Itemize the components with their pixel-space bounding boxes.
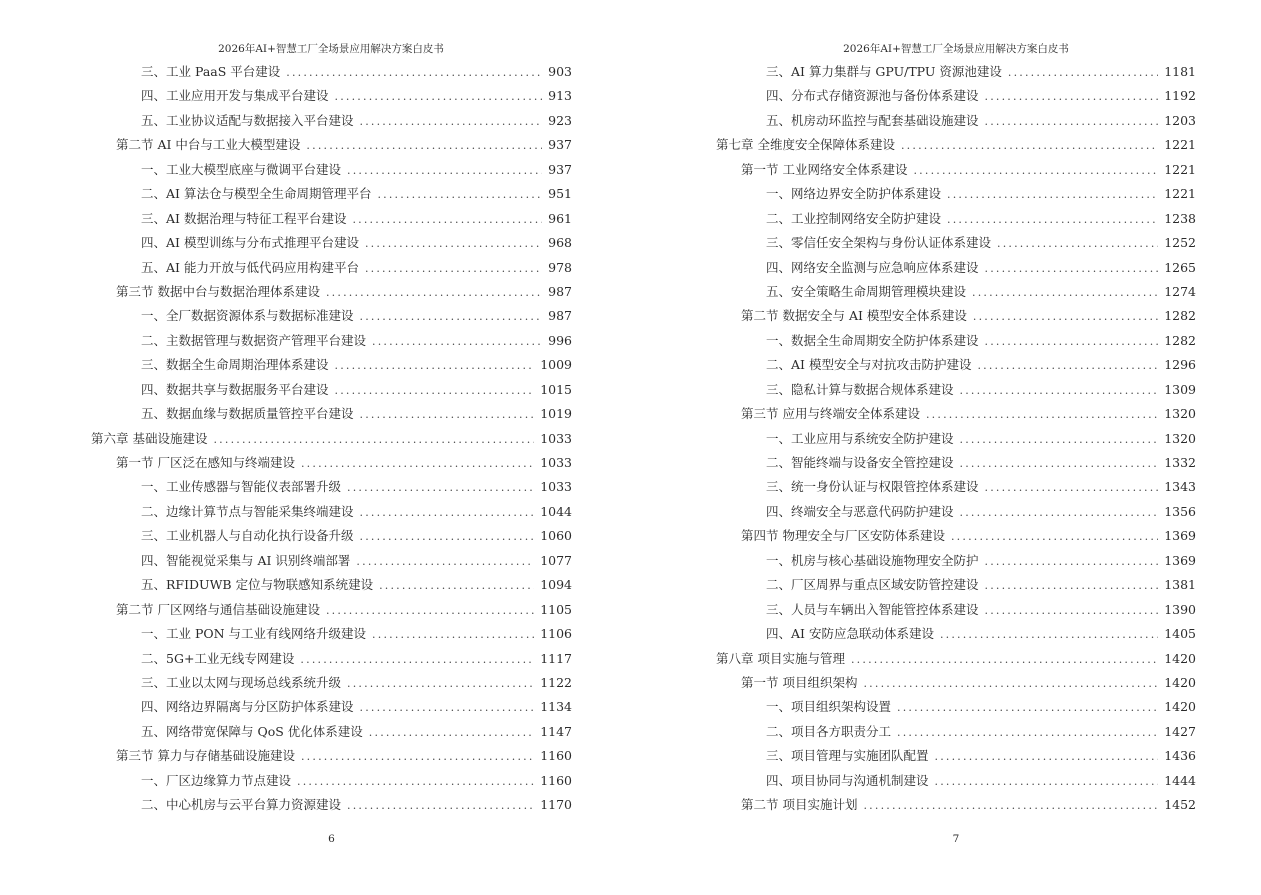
dot-leader bbox=[985, 335, 1159, 348]
toc-entry-page: 1077 bbox=[540, 552, 572, 568]
dot-leader bbox=[985, 90, 1159, 103]
toc-entry[interactable] bbox=[716, 502, 1196, 526]
dot-leader bbox=[347, 481, 534, 494]
toc-entry-title: 二、项目各方职责分工 bbox=[766, 723, 892, 739]
toc-entry-title: 二、厂区周界与重点区域安防管控建设 bbox=[766, 577, 979, 593]
toc-entry-page: 996 bbox=[548, 332, 572, 348]
toc-entry-page: 913 bbox=[548, 88, 572, 104]
dot-leader bbox=[365, 237, 542, 250]
toc-entry[interactable] bbox=[91, 453, 572, 477]
toc-entry-title: 三、AI 数据治理与特征工程平台建设 bbox=[141, 210, 347, 226]
table-of-contents bbox=[91, 62, 572, 820]
toc-entry[interactable] bbox=[716, 184, 1196, 208]
toc-entry[interactable] bbox=[91, 526, 572, 550]
toc-entry[interactable] bbox=[91, 502, 572, 526]
dot-leader bbox=[901, 139, 1158, 152]
toc-entry[interactable] bbox=[91, 282, 572, 306]
toc-entry-title: 三、工业 PaaS 平台建设 bbox=[141, 64, 281, 79]
toc-entry-title: 五、AI 能力开放与低代码应用构建平台 bbox=[141, 259, 359, 275]
toc-entry-title: 第一节 项目组织架构 bbox=[741, 674, 858, 690]
dot-leader bbox=[960, 506, 1159, 519]
toc-entry-title: 四、分布式存储资源池与备份体系建设 bbox=[766, 88, 979, 104]
dot-leader bbox=[300, 653, 534, 666]
toc-entry-page: 1420 bbox=[1164, 674, 1196, 690]
toc-entry-title: 二、边缘计算节点与智能采集终端建设 bbox=[141, 503, 354, 519]
dot-leader bbox=[360, 408, 535, 421]
toc-entry-title: 三、统一身份认证与权限管控体系建设 bbox=[766, 479, 979, 495]
toc-entry[interactable] bbox=[716, 233, 1196, 257]
toc-entry-page: 1420 bbox=[1164, 650, 1196, 666]
dot-leader bbox=[960, 384, 1159, 397]
dot-leader bbox=[352, 213, 542, 226]
toc-entry[interactable] bbox=[716, 306, 1196, 330]
dot-leader bbox=[326, 286, 542, 299]
toc-entry[interactable] bbox=[91, 209, 572, 233]
toc-entry-page: 987 bbox=[548, 308, 572, 324]
dot-leader bbox=[365, 262, 542, 275]
toc-entry[interactable] bbox=[716, 160, 1196, 184]
toc-entry[interactable] bbox=[91, 575, 572, 599]
page-number: 6 bbox=[328, 833, 335, 845]
toc-entry-page: 1332 bbox=[1164, 455, 1196, 470]
toc-entry[interactable] bbox=[716, 526, 1196, 550]
toc-entry[interactable] bbox=[716, 258, 1196, 282]
toc-entry-title: 四、网络安全监测与应急响应体系建设 bbox=[766, 259, 979, 275]
dot-leader bbox=[301, 750, 534, 763]
toc-entry-page: 1044 bbox=[540, 503, 572, 519]
toc-entry-title: 第二节 厂区网络与通信基础设施建设 bbox=[116, 601, 320, 617]
toc-entry-title: 一、厂区边缘算力节点建设 bbox=[141, 772, 292, 788]
toc-entry[interactable] bbox=[91, 380, 572, 404]
toc-entry[interactable] bbox=[716, 209, 1196, 233]
toc-entry-page: 968 bbox=[548, 235, 572, 251]
toc-entry-title: 二、主数据管理与数据资产管理平台建设 bbox=[141, 332, 367, 348]
toc-entry-page: 1015 bbox=[540, 381, 572, 397]
toc-entry-title: 三、零信任安全架构与身份认证体系建设 bbox=[766, 235, 992, 251]
toc-entry-title: 二、中心机房与云平台算力资源建设 bbox=[141, 797, 342, 813]
toc-entry-page: 1181 bbox=[1164, 64, 1196, 79]
toc-entry-title: 第一节 工业网络安全体系建设 bbox=[741, 161, 908, 177]
dot-leader bbox=[347, 677, 534, 690]
toc-entry-title: 二、5G+工业无线专网建设 bbox=[141, 650, 295, 666]
dot-leader bbox=[947, 188, 1158, 201]
toc-entry-page: 1320 bbox=[1164, 430, 1196, 446]
toc-entry[interactable] bbox=[91, 331, 572, 355]
toc-entry-page: 1221 bbox=[1164, 186, 1196, 202]
dot-leader bbox=[306, 139, 542, 152]
toc-entry-page: 1296 bbox=[1164, 357, 1196, 373]
toc-entry[interactable] bbox=[91, 306, 572, 330]
toc-entry-page: 1444 bbox=[1164, 772, 1196, 788]
toc-entry-page: 1117 bbox=[540, 650, 572, 666]
dot-leader bbox=[947, 213, 1158, 226]
toc-entry[interactable] bbox=[716, 135, 1196, 159]
toc-entry[interactable] bbox=[716, 795, 1196, 819]
toc-entry-page: 1134 bbox=[540, 699, 572, 715]
toc-entry-title: 一、工业传感器与智能仪表部署升级 bbox=[141, 479, 342, 495]
toc-entry[interactable] bbox=[716, 624, 1196, 648]
toc-entry-title: 二、AI 算法仓与模型全生命周期管理平台 bbox=[141, 186, 372, 202]
toc-entry[interactable] bbox=[91, 477, 572, 501]
dot-leader bbox=[863, 677, 1158, 690]
toc-entry-title: 五、机房动环监控与配套基础设施建设 bbox=[766, 112, 979, 128]
toc-entry-page: 1192 bbox=[1164, 88, 1196, 104]
toc-entry[interactable] bbox=[91, 184, 572, 208]
toc-entry-title: 第三节 数据中台与数据治理体系建设 bbox=[116, 283, 320, 299]
toc-entry-page: 903 bbox=[548, 64, 572, 79]
toc-entry-page: 1033 bbox=[540, 430, 572, 446]
dot-leader bbox=[360, 115, 543, 128]
dot-leader bbox=[985, 262, 1159, 275]
toc-entry-title: 五、数据血缘与数据质量管控平台建设 bbox=[141, 406, 354, 422]
dot-leader bbox=[935, 775, 1159, 788]
toc-entry-page: 1221 bbox=[1164, 137, 1196, 153]
toc-entry-title: 二、智能终端与设备安全管控建设 bbox=[766, 455, 954, 470]
dot-leader bbox=[286, 66, 542, 79]
toc-entry[interactable] bbox=[91, 258, 572, 282]
toc-entry-title: 一、工业 PON 与工业有线网络升级建设 bbox=[141, 626, 367, 642]
page-right bbox=[630, 0, 1261, 895]
running-header: 2026年AI+智慧工厂全场景应用解决方案白皮书 bbox=[843, 43, 1069, 55]
toc-entry[interactable] bbox=[91, 624, 572, 648]
toc-entry[interactable] bbox=[716, 355, 1196, 379]
page-left bbox=[0, 0, 620, 895]
toc-entry-page: 1170 bbox=[540, 797, 572, 813]
toc-entry[interactable] bbox=[91, 404, 572, 428]
toc-entry-page: 1106 bbox=[540, 626, 572, 642]
toc-entry-page: 1147 bbox=[540, 723, 572, 739]
page-number: 7 bbox=[952, 833, 960, 845]
dot-leader bbox=[985, 604, 1159, 617]
toc-entry[interactable] bbox=[91, 355, 572, 379]
toc-entry-page: 1094 bbox=[540, 577, 572, 593]
dot-leader bbox=[940, 628, 1158, 641]
dot-leader bbox=[997, 237, 1158, 250]
toc-entry[interactable] bbox=[716, 649, 1196, 673]
toc-entry-page: 1369 bbox=[1164, 528, 1196, 544]
dot-leader bbox=[335, 90, 543, 103]
dot-leader bbox=[985, 115, 1159, 128]
toc-entry[interactable] bbox=[716, 380, 1196, 404]
toc-entry[interactable] bbox=[91, 86, 572, 110]
dot-leader bbox=[985, 555, 1159, 568]
toc-entry-title: 四、网络边界隔离与分区防护体系建设 bbox=[141, 699, 354, 715]
toc-entry-page: 1203 bbox=[1164, 112, 1196, 128]
dot-leader bbox=[372, 628, 534, 641]
toc-entry[interactable] bbox=[716, 62, 1196, 86]
toc-entry[interactable] bbox=[91, 771, 572, 795]
toc-entry[interactable] bbox=[716, 697, 1196, 721]
toc-entry-page: 1405 bbox=[1164, 626, 1196, 642]
toc-entry-page: 1274 bbox=[1164, 283, 1196, 299]
toc-entry-title: 一、数据全生命周期安全防护体系建设 bbox=[766, 332, 979, 348]
toc-entry-title: 第七章 全维度安全保障体系建设 bbox=[716, 137, 895, 153]
toc-entry-title: 四、项目协同与沟通机制建设 bbox=[766, 772, 929, 788]
dot-leader bbox=[977, 359, 1158, 372]
toc-entry-title: 三、AI 算力集群与 GPU/TPU 资源池建设 bbox=[766, 64, 1002, 79]
dot-leader bbox=[972, 286, 1158, 299]
toc-entry[interactable] bbox=[91, 722, 572, 746]
toc-entry-title: 三、人员与车辆出入智能管控体系建设 bbox=[766, 601, 979, 617]
toc-entry-page: 1282 bbox=[1164, 332, 1196, 348]
toc-entry[interactable] bbox=[716, 453, 1196, 477]
toc-entry-page: 1033 bbox=[540, 455, 572, 470]
dot-leader bbox=[297, 775, 534, 788]
toc-entry[interactable] bbox=[716, 600, 1196, 624]
dot-leader bbox=[347, 164, 542, 177]
toc-entry-page: 1282 bbox=[1164, 308, 1196, 324]
toc-entry-title: 第三节 算力与存储基础设施建设 bbox=[116, 748, 295, 764]
dot-leader bbox=[326, 604, 534, 617]
toc-entry-page: 1309 bbox=[1164, 381, 1196, 397]
dot-leader bbox=[360, 310, 543, 323]
toc-entry-page: 1238 bbox=[1164, 210, 1196, 226]
toc-entry-page: 1009 bbox=[540, 357, 572, 373]
dot-leader bbox=[369, 726, 534, 739]
dot-leader bbox=[960, 433, 1159, 446]
toc-entry-page: 961 bbox=[548, 210, 572, 226]
toc-entry[interactable] bbox=[91, 135, 572, 159]
toc-entry-title: 四、数据共享与数据服务平台建设 bbox=[141, 381, 329, 397]
dot-leader bbox=[335, 359, 535, 372]
dot-leader bbox=[347, 799, 534, 812]
toc-entry-title: 四、智能视觉采集与 AI 识别终端部署 bbox=[141, 552, 351, 568]
toc-entry-title: 第六章 基础设施建设 bbox=[91, 430, 208, 446]
dot-leader bbox=[913, 164, 1158, 177]
dot-leader bbox=[985, 481, 1159, 494]
running-header: 2026年AI+智慧工厂全场景应用解决方案白皮书 bbox=[218, 43, 444, 55]
toc-entry-page: 1452 bbox=[1164, 797, 1196, 813]
dot-leader bbox=[335, 384, 535, 397]
toc-entry-page: 951 bbox=[548, 186, 572, 202]
toc-entry-page: 1265 bbox=[1164, 259, 1196, 275]
dot-leader bbox=[356, 555, 534, 568]
toc-entry-title: 一、工业应用与系统安全防护建设 bbox=[766, 430, 954, 446]
toc-entry-title: 五、安全策略生命周期管理模块建设 bbox=[766, 283, 967, 299]
toc-entry[interactable] bbox=[716, 771, 1196, 795]
toc-entry-title: 第三节 应用与终端安全体系建设 bbox=[741, 406, 920, 422]
toc-entry-page: 1105 bbox=[540, 601, 572, 617]
toc-entry-title: 一、全厂数据资源体系与数据标准建设 bbox=[141, 308, 354, 324]
toc-entry-page: 1060 bbox=[540, 528, 572, 544]
toc-entry-title: 五、网络带宽保障与 QoS 优化体系建设 bbox=[141, 723, 363, 739]
toc-entry-title: 三、工业机器人与自动化执行设备升级 bbox=[141, 528, 354, 544]
toc-entry[interactable] bbox=[716, 551, 1196, 575]
toc-entry[interactable] bbox=[716, 575, 1196, 599]
toc-entry[interactable] bbox=[91, 795, 572, 819]
dot-leader bbox=[897, 701, 1158, 714]
toc-entry[interactable] bbox=[716, 429, 1196, 453]
toc-entry[interactable] bbox=[716, 404, 1196, 428]
toc-entry-page: 1427 bbox=[1164, 723, 1196, 739]
toc-entry-title: 三、项目管理与实施团队配置 bbox=[766, 748, 929, 764]
toc-entry-page: 1160 bbox=[540, 748, 572, 764]
dot-leader bbox=[863, 799, 1158, 812]
toc-entry-title: 四、AI 模型训练与分布式推理平台建设 bbox=[141, 235, 359, 251]
toc-entry-title: 五、工业协议适配与数据接入平台建设 bbox=[141, 112, 354, 128]
dot-leader bbox=[960, 457, 1159, 470]
toc-entry-title: 一、项目组织架构设置 bbox=[766, 699, 892, 715]
dot-leader bbox=[926, 408, 1158, 421]
toc-entry-page: 1019 bbox=[540, 406, 572, 422]
dot-leader bbox=[985, 579, 1159, 592]
toc-entry[interactable] bbox=[91, 111, 572, 135]
toc-entry-title: 二、AI 模型安全与对抗攻击防护建设 bbox=[766, 357, 972, 373]
toc-entry-page: 1356 bbox=[1164, 503, 1196, 519]
toc-entry-title: 三、隐私计算与数据合规体系建设 bbox=[766, 381, 954, 397]
toc-entry[interactable] bbox=[716, 86, 1196, 110]
table-of-contents bbox=[716, 62, 1196, 820]
toc-entry-title: 第八章 项目实施与管理 bbox=[716, 650, 845, 666]
toc-entry-title: 第四节 物理安全与厂区安防体系建设 bbox=[741, 528, 945, 544]
dot-leader bbox=[935, 750, 1159, 763]
dot-leader bbox=[213, 433, 534, 446]
toc-entry-page: 1160 bbox=[540, 772, 572, 788]
toc-entry-page: 1369 bbox=[1164, 552, 1196, 568]
toc-entry-title: 四、终端安全与恶意代码防护建设 bbox=[766, 503, 954, 519]
dot-leader bbox=[897, 726, 1158, 739]
toc-entry[interactable] bbox=[91, 429, 572, 453]
toc-entry-page: 1320 bbox=[1164, 406, 1196, 422]
dot-leader bbox=[360, 701, 535, 714]
toc-entry-page: 1420 bbox=[1164, 699, 1196, 715]
dot-leader bbox=[951, 530, 1158, 543]
toc-entry[interactable] bbox=[91, 697, 572, 721]
dot-leader bbox=[377, 188, 542, 201]
toc-entry-page: 1343 bbox=[1164, 479, 1196, 495]
toc-entry[interactable] bbox=[91, 62, 572, 86]
toc-entry[interactable] bbox=[716, 477, 1196, 501]
toc-entry[interactable] bbox=[91, 673, 572, 697]
toc-entry-title: 第一节 厂区泛在感知与终端建设 bbox=[116, 455, 295, 470]
dot-leader bbox=[360, 530, 535, 543]
toc-entry[interactable] bbox=[716, 673, 1196, 697]
toc-entry-page: 1436 bbox=[1164, 748, 1196, 764]
dot-leader bbox=[379, 579, 534, 592]
toc-entry-title: 一、工业大模型底座与微调平台建设 bbox=[141, 161, 342, 177]
toc-entry[interactable] bbox=[716, 111, 1196, 135]
toc-entry[interactable] bbox=[716, 331, 1196, 355]
toc-entry-title: 三、数据全生命周期治理体系建设 bbox=[141, 357, 329, 373]
toc-entry-title: 第二节 项目实施计划 bbox=[741, 797, 858, 813]
dot-leader bbox=[360, 506, 535, 519]
toc-entry[interactable] bbox=[91, 160, 572, 184]
toc-entry-page: 1390 bbox=[1164, 601, 1196, 617]
toc-entry-page: 1221 bbox=[1164, 161, 1196, 177]
toc-entry-page: 937 bbox=[548, 137, 572, 153]
toc-entry-title: 四、工业应用开发与集成平台建设 bbox=[141, 88, 329, 104]
toc-entry-title: 二、工业控制网络安全防护建设 bbox=[766, 210, 942, 226]
toc-entry-title: 一、机房与核心基础设施物理安全防护 bbox=[766, 552, 979, 568]
toc-entry-page: 978 bbox=[548, 259, 572, 275]
toc-entry[interactable] bbox=[91, 600, 572, 624]
toc-entry-title: 五、RFIDUWB 定位与物联感知系统建设 bbox=[141, 577, 374, 593]
toc-entry-page: 1252 bbox=[1164, 235, 1196, 251]
dot-leader bbox=[851, 653, 1158, 666]
toc-entry-page: 987 bbox=[548, 283, 572, 299]
toc-entry[interactable] bbox=[716, 746, 1196, 770]
toc-entry[interactable] bbox=[716, 282, 1196, 306]
toc-entry-title: 第二节 AI 中台与工业大模型建设 bbox=[116, 137, 301, 153]
toc-entry[interactable] bbox=[91, 649, 572, 673]
toc-entry[interactable] bbox=[91, 551, 572, 575]
toc-entry-title: 四、AI 安防应急联动体系建设 bbox=[766, 626, 934, 642]
toc-entry[interactable] bbox=[716, 722, 1196, 746]
dot-leader bbox=[1008, 66, 1158, 79]
toc-entry-title: 一、网络边界安全防护体系建设 bbox=[766, 186, 942, 202]
toc-entry[interactable] bbox=[91, 233, 572, 257]
toc-entry-page: 923 bbox=[548, 112, 572, 128]
dot-leader bbox=[973, 310, 1158, 323]
toc-entry[interactable] bbox=[91, 746, 572, 770]
dot-leader bbox=[372, 335, 542, 348]
dot-leader bbox=[301, 457, 534, 470]
toc-entry-page: 1381 bbox=[1164, 577, 1196, 593]
toc-entry-page: 937 bbox=[548, 161, 572, 177]
toc-entry-title: 三、工业以太网与现场总线系统升级 bbox=[141, 674, 342, 690]
toc-entry-title: 第二节 数据安全与 AI 模型安全体系建设 bbox=[741, 308, 967, 324]
toc-entry-page: 1122 bbox=[540, 674, 572, 690]
toc-entry-page: 1033 bbox=[540, 479, 572, 495]
